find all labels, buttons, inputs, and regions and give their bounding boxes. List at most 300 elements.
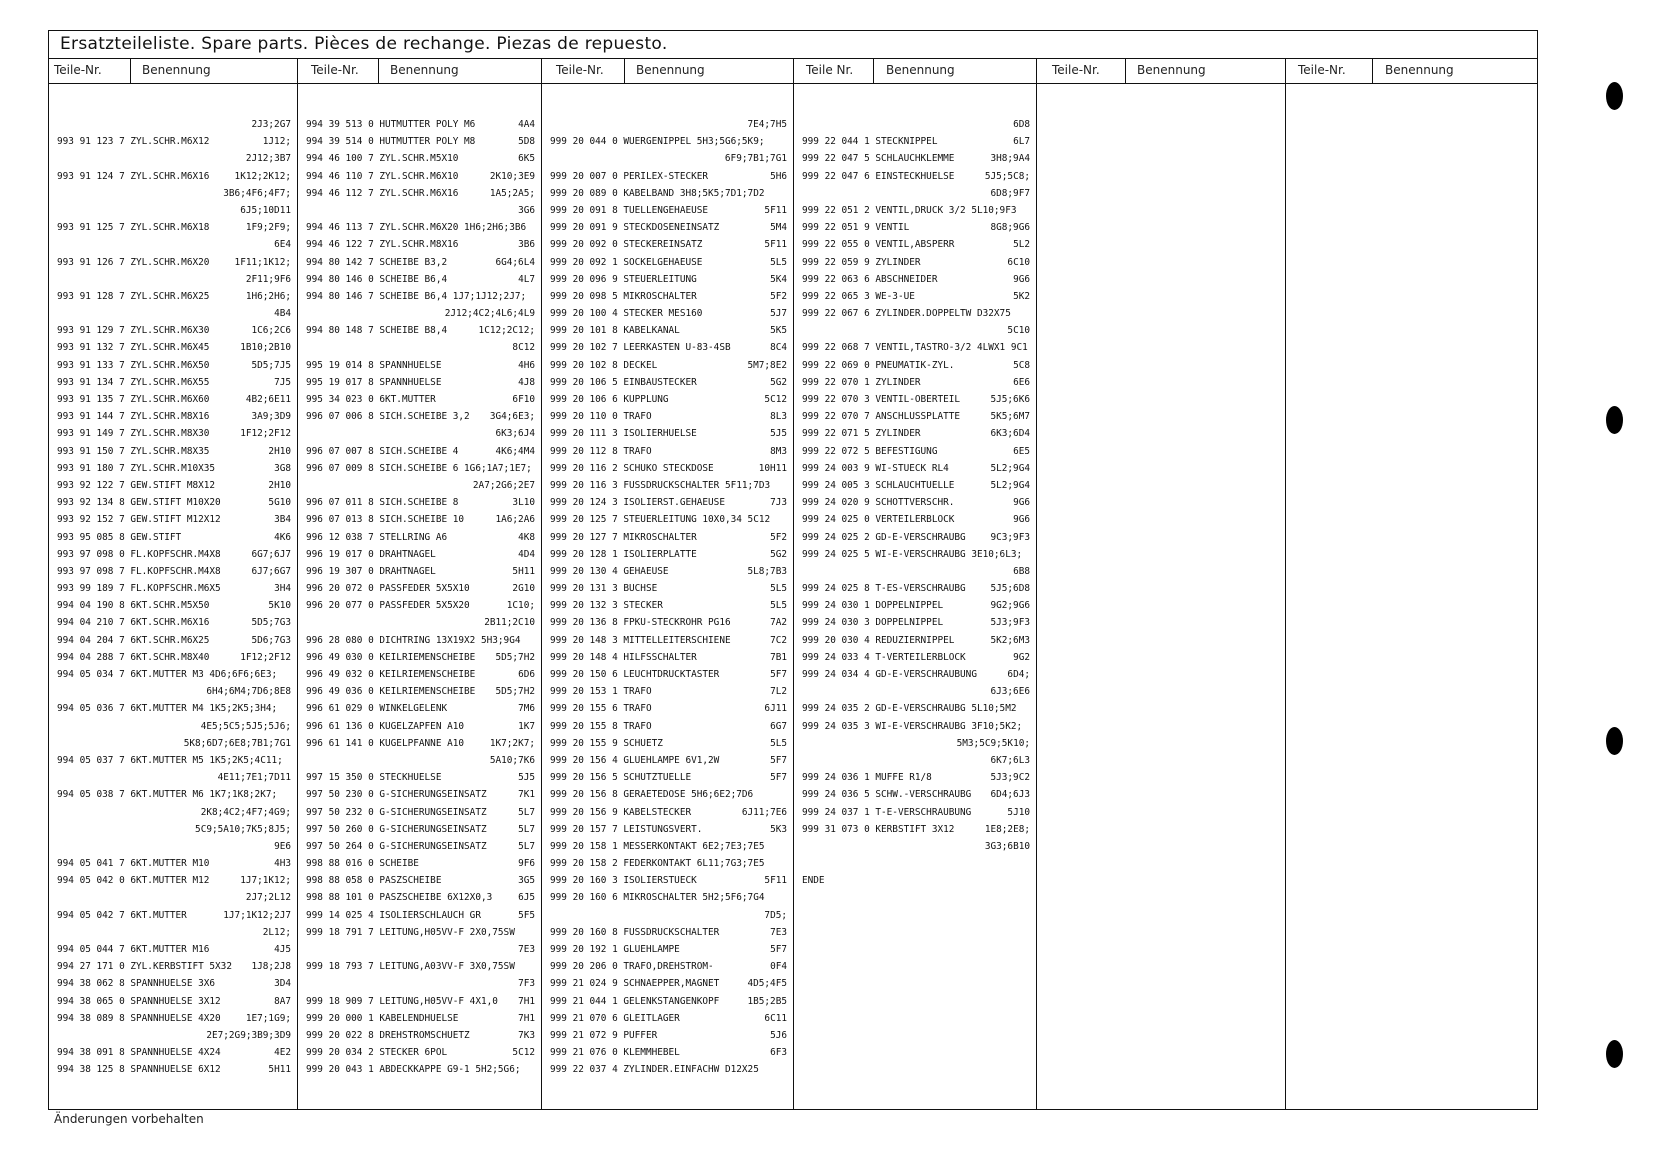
part-position: 3G8 [274, 462, 291, 474]
part-row [50, 150, 295, 167]
part-row [50, 219, 295, 236]
part-row [50, 924, 295, 941]
part-text: 999 20 034 2 STECKER 6POL [306, 1047, 448, 1059]
part-text: 999 21 024 9 SCHNAEPPER,MAGNET [550, 978, 720, 990]
part-text: 999 22 070 3 VENTIL-OBERTEIL [802, 394, 961, 405]
part-text: 999 20 022 8 DREHSTROMSCHUETZ [306, 1029, 470, 1041]
part-text: 999 22 055 0 VENTIL,ABSPERR [802, 239, 955, 251]
part-text: 994 38 089 8 SPANNHUELSE 4X20 [57, 1012, 221, 1024]
part-text: 996 07 006 8 SICH.SCHEIBE 3,2 [306, 411, 470, 423]
part-row [543, 752, 791, 769]
part-row [50, 700, 295, 717]
part-text: 993 91 149 7 ZYL.SCHR.M8X30 [57, 428, 210, 440]
part-row [299, 1061, 539, 1078]
part-position: 7K1 [518, 789, 535, 801]
part-row [543, 804, 791, 821]
part-text: 999 24 036 5 SCHW.-VERSCHRAUBG [802, 789, 972, 801]
part-position: 3B6;4F6;4F7; [223, 187, 291, 199]
part-position: 5J6 [770, 1029, 787, 1041]
part-text: 999 21 070 6 GLEITLAGER [550, 1012, 680, 1024]
part-text: 997 50 260 0 G-SICHERUNGSEINSATZ [306, 823, 487, 835]
part-position: 3G3;6B10 [984, 840, 1030, 852]
part-position: 6E5 [1013, 445, 1030, 457]
part-row [543, 357, 791, 374]
part-position: 9G6 [1013, 497, 1030, 509]
part-text: 999 24 035 3 WI-E-VERSCHRAUBG 3F10;5K2; [802, 720, 1023, 732]
part-row [50, 855, 295, 872]
part-row [543, 529, 791, 546]
part-row [299, 838, 539, 855]
part-row [299, 408, 539, 425]
part-row [543, 683, 791, 700]
part-row [543, 769, 791, 786]
part-position: 5K8;6D7;6E8;7B1;7G1 [183, 737, 291, 749]
part-text: 999 24 025 8 T-ES-VERSCHRAUBG [802, 583, 966, 595]
part-text: 999 24 025 2 GD-E-VERSCHRAUBG [802, 531, 966, 543]
part-row [299, 924, 539, 941]
part-text: 999 20 000 1 KABELENDHUELSE [306, 1012, 459, 1024]
part-row [299, 993, 539, 1010]
part-row [543, 872, 791, 889]
part-row [299, 958, 539, 975]
part-row [50, 357, 295, 374]
part-position: 6C10 [1007, 256, 1030, 268]
part-row [299, 443, 539, 460]
part-position: 1H6;2H6; [245, 290, 291, 302]
part-row [50, 546, 295, 563]
part-text: 999 20 156 8 GERAETEDOSE 5H6;6E2;7D6 [550, 789, 754, 801]
part-position: 6F10 [512, 394, 535, 405]
part-row [543, 322, 791, 339]
part-row [50, 477, 295, 494]
part-position: 4D5;4F5 [747, 978, 787, 990]
part-row [795, 700, 1034, 717]
part-position: 2J12;3B7 [245, 153, 291, 165]
column-divider [1036, 58, 1037, 1110]
part-position: 1A5;2A5; [489, 187, 535, 199]
part-row [299, 907, 539, 924]
part-row [543, 408, 791, 425]
part-row [50, 116, 295, 133]
part-row [795, 718, 1034, 735]
part-row [795, 271, 1034, 288]
header-benennung: Benennung [142, 63, 211, 77]
part-row [299, 357, 539, 374]
part-row [543, 700, 791, 717]
part-text: 994 05 038 7 6KT.MUTTER M6 1K7;1K8;2K7; [57, 789, 278, 801]
part-text: 999 20 098 5 MIKROSCHALTER [550, 290, 697, 302]
part-row [795, 322, 1034, 339]
part-row [543, 168, 791, 185]
part-position: 5M4 [770, 222, 787, 234]
part-text: 996 61 029 0 WINKELGELENK [306, 703, 448, 715]
part-position: 3A9;3D9 [251, 411, 291, 423]
part-row [543, 185, 791, 202]
part-text: 993 91 134 7 ZYL.SCHR.M6X55 [57, 376, 210, 388]
header-benennung: Benennung [636, 63, 705, 77]
part-row [50, 529, 295, 546]
part-position: 7A2 [770, 617, 787, 629]
footer-note: Änderungen vorbehalten [54, 1112, 204, 1126]
part-row [795, 288, 1034, 305]
part-position: 5J5 [518, 772, 535, 784]
part-position: 5C10 [1007, 325, 1030, 337]
part-row [543, 718, 791, 735]
part-row [50, 821, 295, 838]
part-row [543, 649, 791, 666]
part-row [299, 872, 539, 889]
part-text: 993 91 126 7 ZYL.SCHR.M6X20 [57, 256, 210, 268]
header-divider-nr [130, 58, 131, 83]
part-row [299, 374, 539, 391]
part-row [299, 494, 539, 511]
part-row [795, 511, 1034, 528]
part-position: 5F11 [764, 239, 787, 251]
part-position: 2J3;2G7 [251, 119, 291, 130]
part-text: 993 95 085 8 GEW.STIFT [57, 531, 182, 543]
part-row [50, 1044, 295, 1061]
part-text: 994 05 034 7 6KT.MUTTER M3 4D6;6F6;6E3; [57, 669, 278, 680]
part-text: 993 91 144 7 ZYL.SCHR.M8X16 [57, 411, 210, 423]
part-row [50, 907, 295, 924]
part-text: 999 20 110 0 TRAFO [550, 411, 652, 423]
part-position: 4H6 [518, 359, 535, 371]
part-position: 10H11 [758, 462, 787, 474]
part-text: 999 20 148 3 MITTELLEITERSCHIENE [550, 634, 731, 646]
part-position: 6B8 [1013, 565, 1030, 577]
part-text: 999 20 124 3 ISOLIERST.GEHAEUSE [550, 497, 725, 509]
part-row [50, 580, 295, 597]
part-text: 999 20 089 0 KABELBAND 3H8;5K5;7D1;7D2 [550, 187, 765, 199]
part-text: 999 20 132 3 STECKER [550, 600, 663, 612]
part-position: 9G2;9G6 [990, 600, 1030, 612]
part-position: 3L10 [512, 497, 535, 509]
binder-hole [1606, 406, 1623, 434]
part-position: 9E6 [274, 840, 291, 852]
part-row [299, 855, 539, 872]
part-position: 1J12; [262, 136, 291, 148]
part-row [543, 1061, 791, 1078]
part-position: 5L7 [518, 840, 535, 852]
part-position: 1B5;2B5 [747, 995, 787, 1007]
part-position: 6K3;6J4 [495, 428, 535, 440]
part-text: 999 20 128 1 ISOLIERPLATTE [550, 548, 697, 560]
part-position: 5H6 [770, 170, 787, 182]
header-teile-nr: Teile-Nr. [1052, 63, 1100, 77]
part-row [50, 563, 295, 580]
part-text: 999 20 206 0 TRAFO,DREHSTROM- [550, 961, 714, 973]
part-text: 994 46 112 7 ZYL.SCHR.M6X16 [306, 187, 459, 199]
part-text: 999 22 072 5 BEFESTIGUNG [802, 445, 938, 457]
part-text: 999 24 003 9 WI-STUECK RL4 [802, 462, 949, 474]
part-row [795, 219, 1034, 236]
part-position: 4J8 [518, 376, 535, 388]
part-text: 999 20 150 6 LEUCHTDRUCKTASTER [550, 669, 720, 680]
part-text: 999 22 069 0 PNEUMATIK-ZYL. [802, 359, 955, 371]
part-position: 1A6;2A6 [495, 514, 535, 526]
part-position: 5K5;6M7 [990, 411, 1030, 423]
part-row [299, 700, 539, 717]
part-position: 8L3 [770, 411, 787, 423]
header-teile-nr: Teile-Nr. [1298, 63, 1346, 77]
header-divider-nr [1372, 58, 1373, 83]
part-position: 5G10 [268, 497, 291, 509]
part-position: 5D5;7G3 [251, 617, 291, 629]
part-position: 6D8 [1013, 119, 1030, 130]
part-text: 993 91 129 7 ZYL.SCHR.M6X30 [57, 325, 210, 337]
part-text: 996 20 077 0 PASSFEDER 5X5X20 [306, 600, 470, 612]
part-position: 2B11;2C10 [484, 617, 535, 629]
part-position: 8M3 [770, 445, 787, 457]
part-row [543, 116, 791, 133]
part-row [50, 649, 295, 666]
part-row [50, 185, 295, 202]
part-position: 5L5 [770, 600, 787, 612]
part-position: 5M3;5C9;5K10; [956, 737, 1030, 749]
part-row [543, 563, 791, 580]
part-text: 999 20 091 8 TUELLENGEHAEUSE [550, 204, 709, 216]
part-text: 998 88 101 0 PASZSCHEIBE 6X12X0,3 [306, 892, 493, 904]
part-text: 999 18 909 7 LEITUNG,H05VV-F 4X1,0 [306, 995, 498, 1007]
part-row [795, 580, 1034, 597]
part-row [50, 683, 295, 700]
part-row [795, 614, 1034, 631]
part-row [795, 769, 1034, 786]
part-text: 999 20 111 3 ISOLIERHUELSE [550, 428, 697, 440]
part-row [795, 666, 1034, 683]
part-position: 3G4;6E3; [489, 411, 535, 423]
part-text: 994 39 513 0 HUTMUTTER POLY M6 [306, 119, 476, 130]
part-position: 6J11 [764, 703, 787, 715]
part-text: 999 24 025 0 VERTEILERBLOCK [802, 514, 955, 526]
header-teile-nr: Teile-Nr. [54, 63, 102, 77]
part-row [299, 769, 539, 786]
part-row [543, 786, 791, 803]
part-row [543, 855, 791, 872]
part-text: 999 20 116 3 FUSSDRUCKSCHALTER 5F11;7D3 [550, 479, 771, 491]
part-row [299, 460, 539, 477]
part-position: 6L7 [1013, 136, 1030, 148]
part-position: 5L2 [1013, 239, 1030, 251]
part-row [50, 752, 295, 769]
column-divider [793, 58, 794, 1110]
part-position: 5F11 [764, 875, 787, 887]
part-text: 993 92 152 7 GEW.STIFT M12X12 [57, 514, 221, 526]
part-position: 1J7;1K12; [240, 875, 291, 887]
part-position: 1F9;2F9; [245, 222, 291, 234]
part-text: 999 22 059 9 ZYLINDER [802, 256, 921, 268]
header-teile-nr: Teile Nr. [806, 63, 854, 77]
part-position: 5K10 [268, 600, 291, 612]
part-position: 3B6 [518, 239, 535, 251]
part-text: 999 14 025 4 ISOLIERSCHLAUCH GR [306, 909, 481, 921]
part-text: 999 21 076 0 KLEMMHEBEL [550, 1047, 680, 1059]
parts-column-2 [299, 116, 539, 1079]
part-row [543, 391, 791, 408]
part-position: 7J3 [770, 497, 787, 509]
part-position: 5J7 [770, 308, 787, 320]
part-row [50, 1010, 295, 1027]
part-row [50, 391, 295, 408]
part-position: 2J7;2L12 [245, 892, 291, 904]
part-text: 999 20 160 6 MIKROSCHALTER 5H2;5F6;7G4 [550, 892, 765, 904]
part-text: 994 05 036 7 6KT.MUTTER M4 1K5;2K5;3H4; [57, 703, 278, 715]
part-position: 5J5;5C8; [984, 170, 1030, 182]
part-text: 996 12 038 7 STELLRING A6 [306, 531, 448, 543]
part-row [795, 357, 1034, 374]
part-row [50, 494, 295, 511]
part-text: 996 49 032 0 KEILRIEMENSCHEIBE [306, 669, 476, 680]
part-row [299, 804, 539, 821]
part-position: 5G2 [770, 376, 787, 388]
part-row [543, 443, 791, 460]
part-text: 995 34 023 0 6KT.MUTTER [306, 394, 436, 405]
part-text: 999 20 158 1 MESSERKONTAKT 6E2;7E3;7E5 [550, 840, 765, 852]
part-row [50, 236, 295, 253]
part-position: 5G2 [770, 548, 787, 560]
part-position: 5D5;7J5 [251, 359, 291, 371]
part-row [299, 649, 539, 666]
part-text: 999 20 096 9 STEUERLEITUNG [550, 273, 697, 285]
part-row [543, 425, 791, 442]
part-position: 2H10 [268, 479, 291, 491]
part-text: 994 80 142 7 SCHEIBE B3,2 [306, 256, 448, 268]
part-text: 994 04 190 8 6KT.SCHR.M5X50 [57, 600, 210, 612]
part-text: 994 04 288 7 6KT.SCHR.M8X40 [57, 651, 210, 663]
part-text: 994 27 171 0 ZYL.KERBSTIFT 5X32 [57, 961, 232, 973]
part-row [543, 838, 791, 855]
part-text: 999 24 036 1 MUFFE R1/8 [802, 772, 932, 784]
part-position: 9G2 [1013, 651, 1030, 663]
part-position: 5L2;9G4 [990, 479, 1030, 491]
part-row [50, 941, 295, 958]
part-position: 6E6 [1013, 376, 1030, 388]
part-row [50, 632, 295, 649]
part-position: 7E4;7H5 [747, 119, 787, 130]
part-text: 994 38 062 8 SPANNHUELSE 3X6 [57, 978, 216, 990]
part-row [299, 271, 539, 288]
part-position: 3B4 [274, 514, 291, 526]
part-position: 4E2 [274, 1047, 291, 1059]
part-text: 998 88 016 0 SCHEIBE [306, 858, 419, 870]
header-teile-nr: Teile-Nr. [556, 63, 604, 77]
part-position: 5L7 [518, 806, 535, 818]
part-text: 999 20 092 1 SOCKELGEHAEUSE [550, 256, 703, 268]
part-row [299, 1044, 539, 1061]
part-position: 3H4 [274, 583, 291, 595]
part-row [795, 305, 1034, 322]
part-row [50, 374, 295, 391]
part-row [50, 735, 295, 752]
part-position: 9F6 [518, 858, 535, 870]
part-text: 996 07 009 8 SICH.SCHEIBE 6 1G6;1A7;1E7; [306, 462, 532, 474]
part-row [50, 804, 295, 821]
part-position: 2K10;3E9 [489, 170, 535, 182]
part-text: ENDE [802, 875, 825, 887]
part-position: 4E11;7E1;7D11 [217, 772, 291, 784]
part-text: 994 46 122 7 ZYL.SCHR.M8X16 [306, 239, 459, 251]
part-position: 2L12; [262, 926, 291, 938]
part-position: 5K3 [770, 823, 787, 835]
part-position: 7B1 [770, 651, 787, 663]
part-row [50, 322, 295, 339]
part-text: 994 05 037 7 6KT.MUTTER M5 1K5;2K5;4C11; [57, 754, 283, 766]
part-text: 994 05 042 7 6KT.MUTTER [57, 909, 187, 921]
header-divider-nr [624, 58, 625, 83]
part-row [795, 649, 1034, 666]
part-position: 9C3;9F3 [990, 531, 1030, 543]
part-position: 8G8;9G6 [990, 222, 1030, 234]
part-position: 6F3 [770, 1047, 787, 1059]
part-position: 3G6 [518, 204, 535, 216]
part-row [50, 597, 295, 614]
part-position: 4A4 [518, 119, 535, 130]
part-row [543, 614, 791, 631]
part-row [795, 632, 1034, 649]
binder-hole [1606, 727, 1623, 755]
part-row [299, 683, 539, 700]
part-text: 999 24 005 3 SCHLAUCHTUELLE [802, 479, 955, 491]
part-row [299, 236, 539, 253]
part-text: 993 91 150 7 ZYL.SCHR.M8X35 [57, 445, 210, 457]
part-position: 6D4; [1007, 669, 1030, 680]
part-text: 999 20 101 8 KABELKANAL [550, 325, 680, 337]
part-text: 999 20 156 5 SCHUTZTUELLE [550, 772, 692, 784]
part-position: 5F7 [770, 669, 787, 680]
part-position: 5F5 [518, 909, 535, 921]
part-row [299, 219, 539, 236]
part-text: 996 49 030 0 KEILRIEMENSCHEIBE [306, 651, 476, 663]
part-row [299, 821, 539, 838]
part-row [795, 821, 1034, 838]
part-row [795, 425, 1034, 442]
part-row [795, 735, 1034, 752]
part-text: 993 92 122 7 GEW.STIFT M8X12 [57, 479, 216, 491]
part-row [299, 889, 539, 906]
part-text: 999 20 102 8 DECKEL [550, 359, 658, 371]
part-text: 994 80 146 7 SCHEIBE B6,4 1J7;1J12;2J7; [306, 290, 527, 302]
part-row [50, 288, 295, 305]
part-text: 999 21 044 1 GELENKSTANGENKOPF [550, 995, 720, 1007]
column-divider [1285, 58, 1286, 1110]
part-row [543, 889, 791, 906]
part-text: 999 22 070 1 ZYLINDER [802, 376, 921, 388]
part-text: 999 20 112 8 TRAFO [550, 445, 652, 457]
part-row [795, 408, 1034, 425]
part-position: 1K7 [518, 720, 535, 732]
part-row [543, 236, 791, 253]
header-benennung: Benennung [886, 63, 955, 77]
part-text: 996 07 013 8 SICH.SCHEIBE 10 [306, 514, 465, 526]
part-position: 4B4 [274, 308, 291, 320]
part-position: 6G4;6L4 [495, 256, 535, 268]
part-row [795, 855, 1034, 872]
part-position: 5C12 [764, 394, 787, 405]
part-text: 993 91 135 7 ZYL.SCHR.M6X60 [57, 394, 210, 405]
parts-column-3 [543, 116, 791, 1079]
part-text: 995 19 014 8 SPANNHUELSE [306, 359, 442, 371]
part-text: 995 19 017 8 SPANNHUELSE [306, 376, 442, 388]
part-text: 999 20 106 5 EINBAUSTECKER [550, 376, 697, 388]
part-row [50, 786, 295, 803]
part-row [543, 821, 791, 838]
part-text: 999 20 007 0 PERILEX-STECKER [550, 170, 709, 182]
part-position: 7L2 [770, 686, 787, 698]
part-row [795, 443, 1034, 460]
part-row [50, 408, 295, 425]
part-row [50, 254, 295, 271]
part-text: 999 22 037 4 ZYLINDER.EINFACHW D12X25 [550, 1064, 759, 1076]
